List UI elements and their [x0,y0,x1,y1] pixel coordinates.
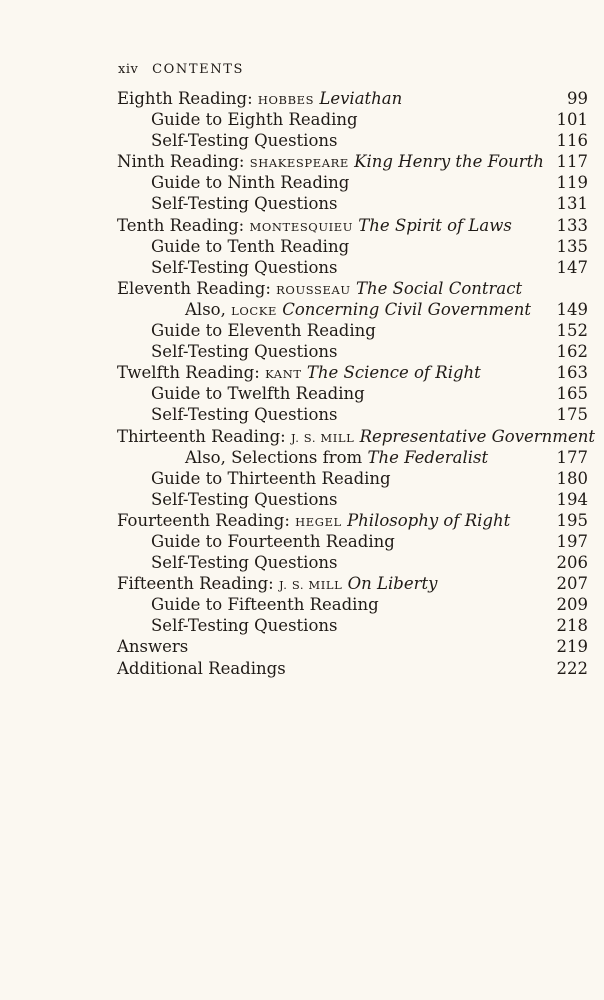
toc-entry [117,489,588,510]
entry-text: Guide to Eighth Reading [151,110,358,130]
toc-entry [117,510,588,531]
entry-text: Tenth Reading: [117,215,245,235]
entry-page-number: 222 [556,658,588,678]
entry-page-number: 206 [556,553,588,573]
entry-page-number: 152 [556,321,588,341]
entry-author: HOBBES [257,93,315,107]
entry-text: Self-Testing Questions [151,405,338,425]
entry-page-number: 135 [556,236,588,256]
entry-page-number: 99 [567,89,588,108]
running-header [118,62,244,77]
toc-entry [117,215,588,236]
entry-page-number: 147 [556,257,588,277]
entry-text: Fifteenth Reading: [117,574,274,594]
entry-work-title: The Spirit of Laws [358,215,512,235]
entry-text: Guide to Tenth Reading [151,236,350,256]
entry-page-number: 101 [556,110,588,130]
entry-page-number: 194 [556,489,588,509]
toc-entry [117,362,588,383]
entry-text: Self-Testing Questions [151,616,338,636]
entry-text: Additional Readings [117,658,286,678]
entry-text: Self-Testing Questions [151,194,338,214]
entry-author: LOCKE [231,303,277,318]
entry-page-number: 119 [556,173,588,193]
entry-page-number: 131 [556,194,588,214]
entry-author: KANT [265,367,302,382]
entry-page-number: 165 [556,384,588,404]
entry-page-number: 195 [556,510,588,530]
entry-text: Thirteenth Reading: [117,426,286,446]
toc-entry [117,320,588,341]
toc-entry [117,109,588,130]
entry-text: Self-Testing Questions [151,489,338,509]
entry-work-title: The Federalist [367,447,489,467]
entry-page-number: 133 [556,215,588,235]
entry-text: Ninth Reading: [117,152,245,172]
entry-page-number: 207 [556,574,588,594]
entry-page-number: 163 [556,363,588,383]
entry-author: ROUSSEAU [276,282,351,297]
entry-page-number: 218 [556,616,588,636]
toc-entry [117,468,588,489]
entry-work-title: On Liberty [347,574,438,594]
toc-entry [117,257,588,278]
entry-text: Guide to Twelfth Reading [151,384,365,404]
entry-text: Self-Testing Questions [151,131,338,151]
entry-page-number: 180 [556,468,588,488]
entry-work-title: Leviathan [319,89,403,108]
toc-entry [117,426,595,447]
table-of-contents [117,88,595,679]
entry-work-title: The Science of Right [306,363,481,383]
entry-page-number: 209 [556,595,588,615]
toc-entry [117,88,588,109]
entry-text: Guide to Eleventh Reading [151,321,376,341]
entry-text: Self-Testing Questions [151,257,338,277]
page-folio: xiv [118,62,139,77]
entry-page-number: 116 [556,131,588,151]
entry-author: HEGEL [295,514,342,529]
entry-page-number: 162 [556,342,588,362]
entry-text: Also, [185,299,226,319]
entry-page-number: 149 [556,299,588,319]
page-title: CONTENTS [152,62,244,77]
entry-author: J. S. MILL [290,430,355,445]
entry-page-number: 175 [556,405,588,425]
entry-text: Also, Selections from [185,447,363,467]
entry-work-title: Philosophy of Right [347,510,511,530]
entry-author: J. S. MILL [278,578,343,593]
toc-entry [117,151,588,172]
toc-entry [117,130,588,151]
toc-entry [117,172,588,193]
entry-text: Twelfth Reading: [117,363,260,383]
toc-entry [117,573,588,594]
entry-work-title: The Social Contract [355,278,523,298]
toc-entry [117,383,588,404]
toc-entry [117,658,588,679]
entry-text: Guide to Thirteenth Reading [151,468,391,488]
toc-entry [117,552,588,573]
entry-text: Fourteenth Reading: [117,510,290,530]
toc-entry [117,531,588,552]
entry-page-number: 197 [556,531,588,551]
toc-entry [117,299,588,320]
entry-author: SHAKESPEARE [249,156,349,171]
toc-entry [117,447,588,468]
entry-text: Answers [117,637,189,657]
entry-author: MONTESQUIEU [249,219,354,234]
entry-text: Self-Testing Questions [151,342,338,362]
entry-page-number: 117 [556,152,588,172]
toc-entry [117,278,588,299]
toc-entry [117,404,588,425]
entry-page-number: 177 [556,447,588,467]
entry-text: Self-Testing Questions [151,553,338,573]
toc-entry [117,341,588,362]
entry-text: Guide to Fifteenth Reading [151,595,379,615]
entry-page-number: 219 [556,637,588,657]
toc-entry [117,594,588,615]
entry-work-title: King Henry the Fourth [354,152,544,172]
toc-entry [117,236,588,257]
toc-entry [117,193,588,214]
toc-entry [117,636,588,657]
entry-work-title: Representative Government [359,426,595,446]
entry-text: Eleventh Reading: [117,278,271,298]
entry-work-title: Concerning Civil Government [282,299,532,319]
entry-text: Guide to Fourteenth Reading [151,531,395,551]
entry-text: Guide to Ninth Reading [151,173,350,193]
entry-text: Eighth Reading: [117,89,253,108]
toc-entry [117,615,588,636]
